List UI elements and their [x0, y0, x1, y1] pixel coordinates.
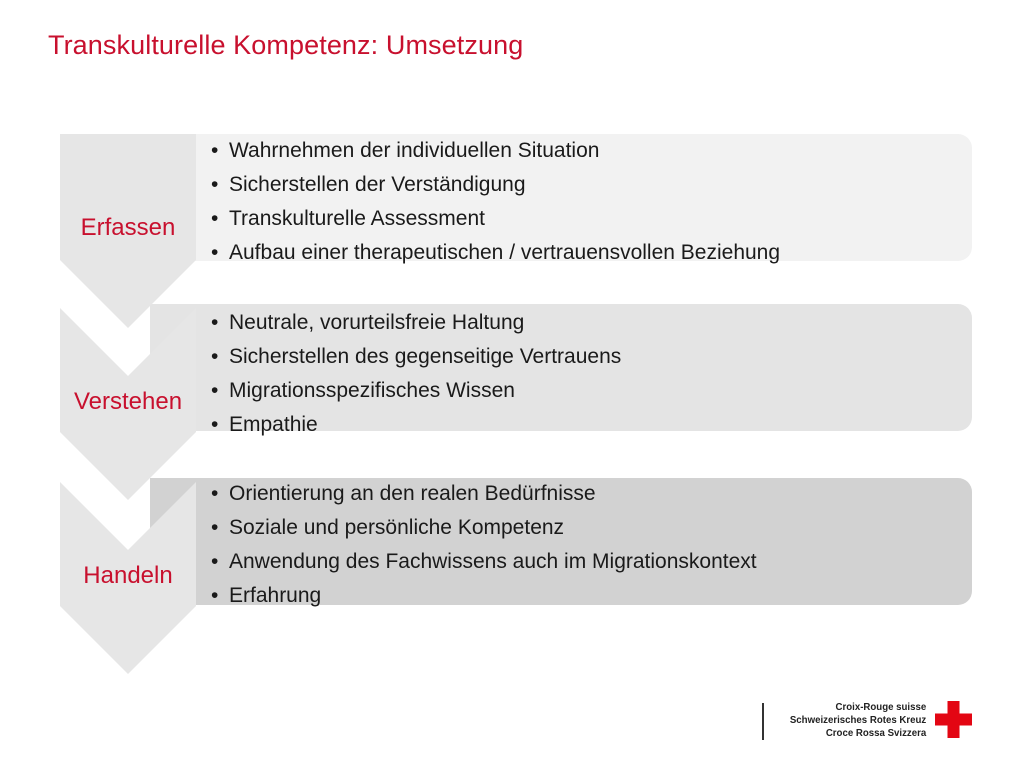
- org-name-it: Croce Rossa Svizzera: [825, 727, 926, 739]
- list-item: • Soziale und persönliche Kompetenz: [211, 511, 757, 545]
- list-item: • Erfahrung: [211, 579, 757, 613]
- list-item: • Neutrale, vorurteilsfreie Haltung: [211, 306, 621, 340]
- list-item: • Migrationsspezifisches Wissen: [211, 374, 621, 408]
- list-item: • Anwendung des Fachwissens auch im Migrationskontext: [211, 545, 757, 579]
- step-label-erfassen: Erfassen: [80, 214, 176, 241]
- step-label-verstehen: Verstehen: [73, 388, 183, 415]
- org-name-fr: Croix-Rouge suisse: [835, 701, 926, 713]
- step-list-handeln: [211, 477, 757, 613]
- step-list-erfassen: [211, 134, 780, 270]
- list-item: • Empathie: [211, 408, 621, 442]
- list-item: • Wahrnehmen der individuellen Situation: [211, 134, 780, 168]
- list-item: • Sicherstellen der Verständigung: [211, 168, 780, 202]
- page-title: Transkulturelle Kompetenz: Umsetzung: [48, 30, 524, 60]
- list-item: • Sicherstellen des gegenseitige Vertrauens: [211, 340, 621, 374]
- list-item: • Aufbau einer therapeutischen / vertrauensvollen Beziehung: [211, 236, 780, 270]
- list-item: • Transkulturelle Assessment: [211, 202, 780, 236]
- step-list-verstehen: [211, 306, 621, 442]
- step-label-handeln: Handeln: [83, 562, 173, 589]
- org-name-de: Schweizerisches Rotes Kreuz: [789, 714, 926, 726]
- list-item: • Orientierung an den realen Bedürfnisse: [211, 477, 757, 511]
